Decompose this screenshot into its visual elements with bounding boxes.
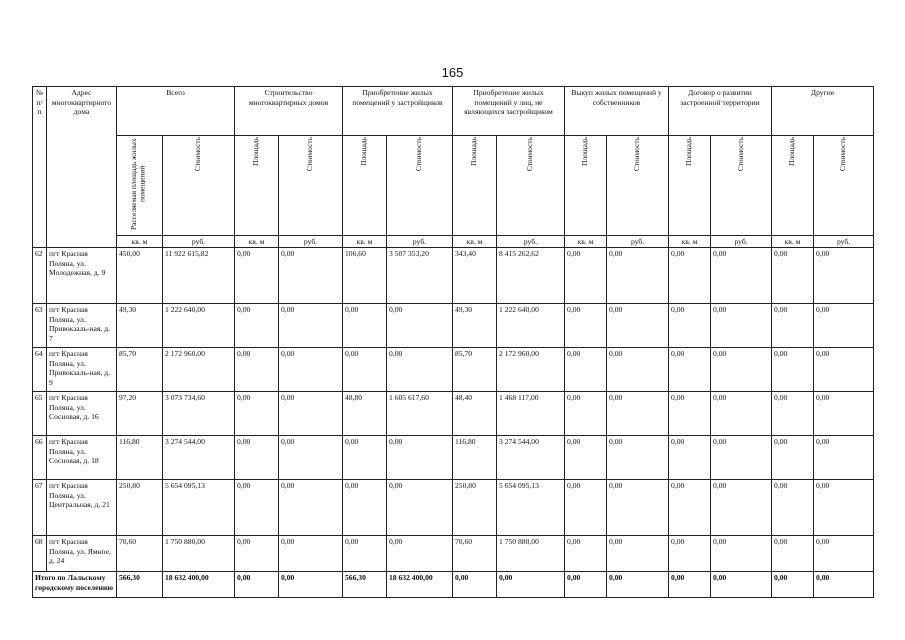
subcol-area: Площадь (235, 136, 279, 236)
row-value: 343,40 (453, 248, 497, 304)
unit-label: руб. (387, 235, 453, 248)
group-header-other: Другие (772, 87, 874, 136)
unit-label: руб. (163, 235, 235, 248)
row-address: пгт Красная Поляна, ул. Молодежная, д. 9 (47, 248, 117, 304)
total-value: 18 632 400,00 (163, 572, 235, 598)
row-value: 85,70 (117, 348, 163, 392)
row-value: 0,00 (565, 536, 607, 572)
row-value: 0,00 (814, 348, 874, 392)
row-value: 450,00 (117, 248, 163, 304)
header-row-subcolumns (33, 136, 874, 236)
row-value: 0,00 (711, 248, 772, 304)
total-value: 0,00 (497, 572, 565, 598)
total-row (33, 572, 874, 598)
total-label: Итого по Лальскому городскому поселению (33, 572, 117, 598)
row-value: 0,00 (607, 436, 669, 480)
row-value: 0,00 (669, 536, 711, 572)
row-value: 0,00 (669, 392, 711, 436)
total-value: 566,30 (343, 572, 387, 598)
row-value: 0,00 (387, 436, 453, 480)
row-value: 5 654 095,13 (163, 480, 235, 536)
row-value: 0,00 (669, 436, 711, 480)
row-value: 0,00 (235, 480, 279, 536)
row-number: 63 (33, 304, 47, 348)
row-value: 0,00 (565, 304, 607, 348)
row-value: 1 468 117,00 (497, 392, 565, 436)
row-value: 0,00 (669, 480, 711, 536)
subcol-cost: Стоимость (814, 136, 874, 236)
group-header-construction: Строительство многоквартирных домов (235, 87, 343, 136)
row-value: 0,00 (279, 348, 343, 392)
group-header-purchase-developers: Приобретение жилых помещений у застройщиков (343, 87, 453, 136)
row-value: 0,00 (565, 392, 607, 436)
unit-label: руб. (607, 235, 669, 248)
row-number: 66 (33, 436, 47, 480)
unit-label: кв. м (565, 235, 607, 248)
row-value: 0,00 (235, 436, 279, 480)
subcol-area: Площадь (453, 136, 497, 236)
row-value: 0,00 (565, 480, 607, 536)
subcol-cost: Стоимость (711, 136, 772, 236)
row-value: 250,80 (117, 480, 163, 536)
unit-label: кв. м (772, 235, 814, 248)
row-value: 116,80 (117, 436, 163, 480)
subcol-cost: Стоимость (387, 136, 453, 236)
row-value: 0,00 (387, 480, 453, 536)
total-value: 0,00 (607, 572, 669, 598)
row-value: 0,00 (711, 392, 772, 436)
row-value: 49,30 (453, 304, 497, 348)
row-value: 0,00 (772, 536, 814, 572)
row-value: 0,00 (343, 436, 387, 480)
unit-label: руб. (279, 235, 343, 248)
table-row (33, 436, 874, 480)
row-value: 0,00 (607, 304, 669, 348)
row-value: 11 922 615,82 (163, 248, 235, 304)
row-address: пгт Красная Поляна, ул. Привокзаль-ная, д. 7 (47, 304, 117, 348)
row-value: 5 654 095,13 (497, 480, 565, 536)
row-value: 1 222 640,00 (163, 304, 235, 348)
row-value: 70,60 (117, 536, 163, 572)
row-value: 0,00 (565, 248, 607, 304)
row-value: 0,00 (279, 304, 343, 348)
total-value: 0,00 (235, 572, 279, 598)
total-value: 0,00 (711, 572, 772, 598)
row-number: 64 (33, 348, 47, 392)
subcol-area: Площадь (565, 136, 607, 236)
unit-label: кв. м (235, 235, 279, 248)
row-value: 0,00 (235, 536, 279, 572)
subcol-total-area: Расселяемая площадь жилых помещений (117, 136, 163, 236)
subcol-area: Площадь (343, 136, 387, 236)
group-header-territory-agreement: Договор о развитии застроенной территории (669, 87, 772, 136)
col-header-address: Адрес многоквартирного дома (47, 87, 117, 248)
row-address: пгт Красная Поляна, ул. Ямное, д. 24 (47, 536, 117, 572)
row-value: 0,00 (772, 436, 814, 480)
unit-label: руб. (814, 235, 874, 248)
total-value: 0,00 (565, 572, 607, 598)
row-value: 0,00 (772, 348, 814, 392)
row-value: 0,00 (565, 348, 607, 392)
row-value: 0,00 (814, 392, 874, 436)
table-row (33, 304, 874, 348)
subcol-cost: Стоимость (607, 136, 669, 236)
header-row-units (33, 235, 874, 248)
table-row (33, 536, 874, 572)
row-value: 0,00 (387, 304, 453, 348)
row-value: 48,80 (343, 392, 387, 436)
resettlement-table (32, 86, 874, 598)
row-value: 0,00 (235, 392, 279, 436)
row-value: 1 750 880,00 (497, 536, 565, 572)
row-value: 85,70 (453, 348, 497, 392)
row-value: 2 172 960,00 (497, 348, 565, 392)
total-value: 0,00 (279, 572, 343, 598)
row-number: 65 (33, 392, 47, 436)
row-value: 0,00 (711, 536, 772, 572)
row-value: 0,00 (279, 536, 343, 572)
row-address: пгт Красная Поляна, ул. Сосновая, д. 16 (47, 392, 117, 436)
row-value: 0,00 (279, 248, 343, 304)
row-value: 0,00 (711, 480, 772, 536)
row-value: 0,00 (669, 348, 711, 392)
subcol-cost: Стоимость (497, 136, 565, 236)
row-value: 0,00 (235, 348, 279, 392)
row-value: 1 605 617,60 (387, 392, 453, 436)
group-header-buyout: Выкуп жилых помещений у собственников (565, 87, 669, 136)
row-value: 49,30 (117, 304, 163, 348)
row-number: 67 (33, 480, 47, 536)
subcol-cost: Стоимость (279, 136, 343, 236)
total-value: 0,00 (453, 572, 497, 598)
row-value: 0,00 (772, 480, 814, 536)
col-header-no: № п/п (33, 87, 47, 248)
row-value: 0,00 (711, 436, 772, 480)
row-value: 0,00 (607, 248, 669, 304)
row-value: 48,40 (453, 392, 497, 436)
unit-label: кв. м (117, 235, 163, 248)
row-value: 0,00 (235, 304, 279, 348)
row-value: 0,00 (711, 304, 772, 348)
row-value: 2 172 960,00 (163, 348, 235, 392)
row-address: пгт Красная Поляна, ул. Сосновая, д. 18 (47, 436, 117, 480)
row-value: 0,00 (772, 248, 814, 304)
unit-label: кв. м (343, 235, 387, 248)
row-value: 1 750 880,00 (163, 536, 235, 572)
row-value: 0,00 (343, 480, 387, 536)
row-value: 0,00 (669, 248, 711, 304)
row-value: 0,00 (343, 304, 387, 348)
total-value: 566,30 (117, 572, 163, 598)
total-value: 0,00 (772, 572, 814, 598)
unit-label: руб. (711, 235, 772, 248)
row-value: 97,20 (117, 392, 163, 436)
row-value: 116,80 (453, 436, 497, 480)
table-row (33, 248, 874, 304)
group-header-purchase-non-developers: Приобретение жилых помещений у лиц, не являющихся застройщиком (453, 87, 565, 136)
row-value: 0,00 (343, 348, 387, 392)
page-number: 165 (441, 65, 464, 80)
subcol-area: Площадь (669, 136, 711, 236)
row-value: 0,00 (235, 248, 279, 304)
total-value: 0,00 (669, 572, 711, 598)
row-value: 0,00 (607, 392, 669, 436)
row-value: 1 222 640,00 (497, 304, 565, 348)
unit-label: кв. м (453, 235, 497, 248)
total-value: 0,00 (814, 572, 874, 598)
row-value: 0,00 (814, 436, 874, 480)
subcol-cost: Стоимость (163, 136, 235, 236)
row-value: 0,00 (607, 480, 669, 536)
row-value: 0,00 (279, 480, 343, 536)
total-value: 18 632 400,00 (387, 572, 453, 598)
row-number: 68 (33, 536, 47, 572)
row-value: 0,00 (814, 248, 874, 304)
row-value: 0,00 (279, 392, 343, 436)
row-value: 70,60 (453, 536, 497, 572)
row-value: 0,00 (772, 304, 814, 348)
row-value: 0,00 (669, 304, 711, 348)
row-value: 0,00 (814, 480, 874, 536)
row-value: 3 274 544,00 (163, 436, 235, 480)
row-value: 0,00 (565, 436, 607, 480)
row-value: 8 415 262,62 (497, 248, 565, 304)
table-row (33, 480, 874, 536)
row-value: 0,00 (607, 536, 669, 572)
row-address: пгт Красная Поляна, ул. Центральная, д. 21 (47, 480, 117, 536)
row-value: 0,00 (814, 536, 874, 572)
row-value: 0,00 (387, 536, 453, 572)
unit-label: кв. м (669, 235, 711, 248)
row-value: 0,00 (387, 348, 453, 392)
group-header-total: Всего (117, 87, 235, 136)
row-value: 3 073 734,60 (163, 392, 235, 436)
row-address: пгт Красная Поляна, ул. Привокзаль-ная, д. 9 (47, 348, 117, 392)
row-value: 3 507 353,20 (387, 248, 453, 304)
row-value: 0,00 (814, 304, 874, 348)
row-number: 62 (33, 248, 47, 304)
row-value: 3 274 544,00 (497, 436, 565, 480)
table-row (33, 392, 874, 436)
table-row (33, 348, 874, 392)
subcol-area: Площадь (772, 136, 814, 236)
row-value: 0,00 (279, 436, 343, 480)
row-value: 0,00 (711, 348, 772, 392)
row-value: 0,00 (772, 392, 814, 436)
header-row-groups (33, 87, 874, 136)
row-value: 106,60 (343, 248, 387, 304)
row-value: 0,00 (607, 348, 669, 392)
row-value: 0,00 (343, 536, 387, 572)
row-value: 250,80 (453, 480, 497, 536)
unit-label: руб. (497, 235, 565, 248)
table-body (33, 248, 874, 598)
